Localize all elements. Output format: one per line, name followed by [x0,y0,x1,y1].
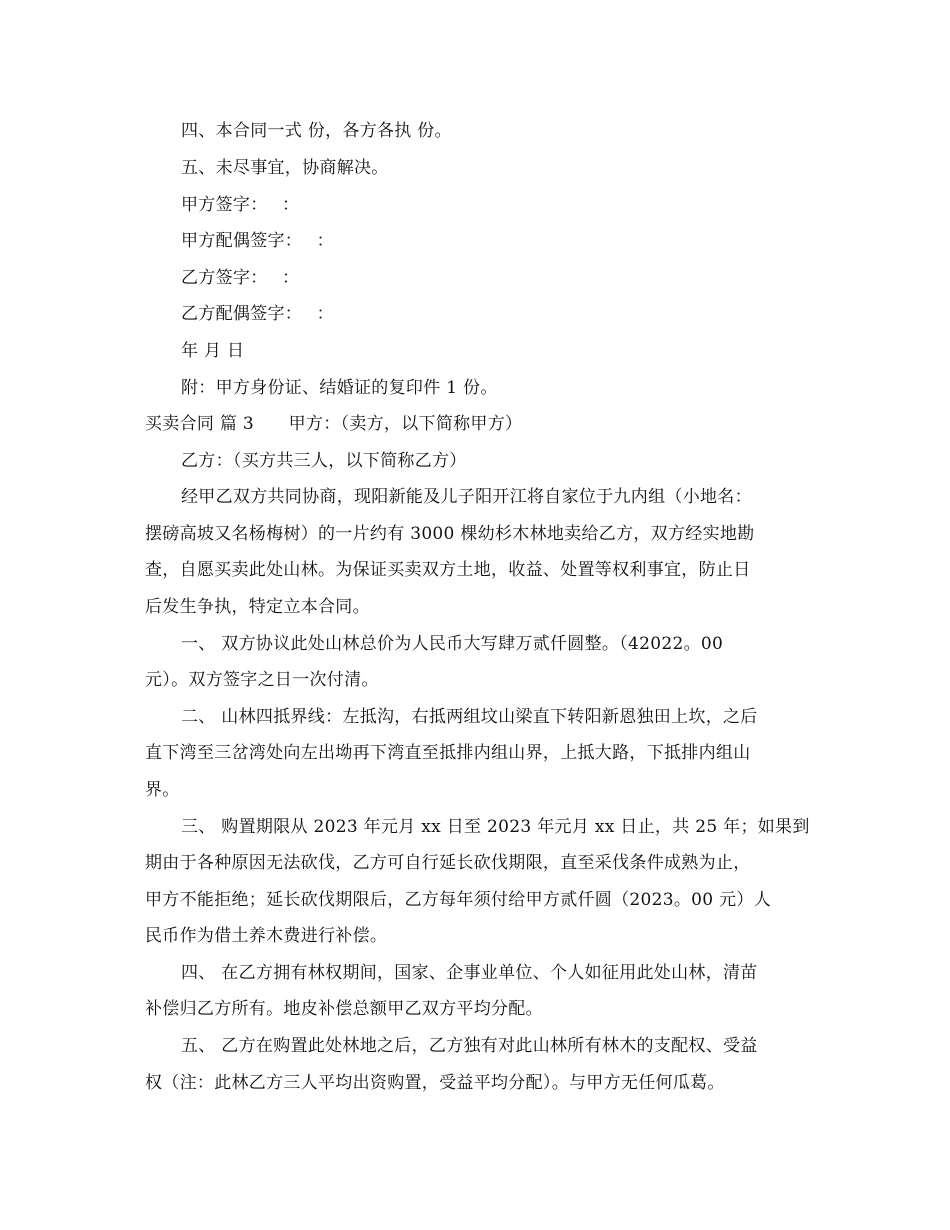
clause-term-line: 三、 购置期限从 2023 年元月 xx 日至 2023 年元月 xx 日止，共 25 年；如果到 [181,817,810,837]
clause-boundary-line: 二、 山林四抵界线：左抵沟，右抵两组坟山梁直下转阳新恩独田上坎，之后 [181,707,758,727]
clause-term-line: 民币作为借土养木费进行补偿。 [145,926,388,946]
clause-rights-line: 权（注：此林乙方三人平均出资购置，受益平均分配）。与甲方无任何瓜葛。 [145,1073,725,1093]
clause-unresolved: 五、未尽事宜，协商解决。 [181,158,389,178]
clause-price-line: 一、 双方协议此处山林总价为人民币大写肆万贰仟圆整。（42022。00 [181,634,724,654]
intro-paragraph-line: 查，自愿买卖此处山林。为保证买卖双方土地，收益、处置等权利事宜，防止日 [145,560,751,580]
clause-boundary-line: 界。 [145,780,180,800]
clause-boundary-line: 直下湾至三岔湾处向左出坳再下湾直至抵排内组山界，上抵大路，下抵排内组山 [145,743,751,763]
clause-compensation-line: 四、 在乙方拥有林权期间，国家、企事业单位、个人如征用此处山林，清苗 [181,963,758,983]
intro-paragraph-line: 摆磅高坡又名杨梅树）的一片约有 3000 棵幼杉木林地卖给乙方，双方经实地勘 [145,524,755,544]
intro-paragraph-line: 后发生争执，特定立本合同。 [145,597,370,617]
party-a-signature: 甲方签字： ： [181,195,300,215]
clause-compensation-line: 补偿归乙方所有。地皮补偿总额甲乙双方平均分配。 [145,999,543,1019]
clause-copies: 四、本合同一式 份，各方各执 份。 [181,121,452,141]
party-a-spouse-signature: 甲方配偶签字： ： [181,231,334,251]
clause-rights-line: 五、 乙方在购置此处林地之后，乙方独有对此山林所有林木的支配权、受益 [181,1036,758,1056]
clause-price-line: 元）。双方签字之日一次付清。 [145,670,379,690]
party-b-spouse-signature: 乙方配偶签字： ： [181,304,334,324]
date-line: 年 月 日 [181,341,245,361]
contract-3-heading: 买卖合同 篇 3 甲方：（卖方，以下简称甲方） [145,414,523,434]
clause-term-line: 甲方不能拒绝；延长砍伐期限后，乙方每年须付给甲方贰仟圆（2023。00 元）人 [145,890,771,910]
party-b-line: 乙方：（买方共三人，以下简称乙方） [181,451,467,471]
attachment-note: 附：甲方身份证、结婚证的复印件 1 份。 [181,378,498,398]
party-b-signature: 乙方签字： ： [181,268,300,288]
clause-term-line: 期由于各种原因无法砍伐，乙方可自行延长砍伐期限，直至采伐条件成熟为止， [145,853,751,873]
intro-paragraph-line: 经甲乙双方共同协商，现阳新能及儿子阳开江将自家位于九内组（小地名： [181,487,752,507]
